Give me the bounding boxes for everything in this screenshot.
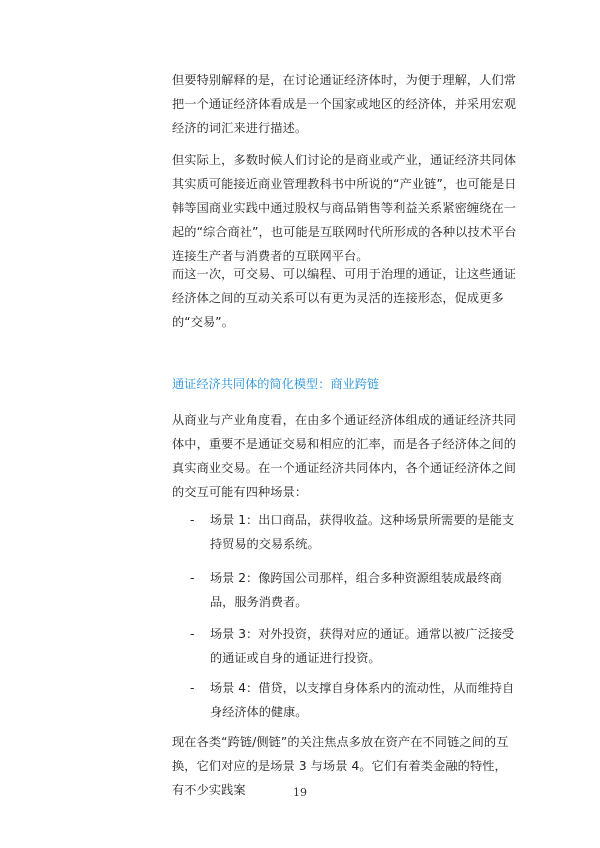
- page-number: 19: [293, 786, 307, 799]
- scenario-list-item: [190, 676, 520, 724]
- scenario-list-item: [190, 566, 520, 614]
- paragraph-macro-description: 但要特别解释的是，在讨论通证经济体时，为便于理解，人们常把一个通证经济体看成是一个国家或地区的经济体，并采用宏观经济的词汇来进行描述。: [172, 73, 517, 135]
- scenario-list-item: [190, 622, 520, 670]
- bullet-dash: -: [190, 513, 195, 527]
- paragraph-flexible-connection: 而这一次，可交易、可以编程、可用于治理的通证，让这些通证经济体之间的互动关系可以有更为灵活的连接形态，促成更多的“交易”。: [172, 267, 517, 329]
- scenario-text: 场景 2：像跨国公司那样，组合多种资源组装成最终商品，服务消费者。: [210, 571, 502, 609]
- paragraph-four-scenarios-intro: 从商业与产业角度看，在由多个通证经济体组成的通证经济共同体中，重要不是通证交易和相应的汇率，而是各子经济体之间的真实商业交易。在一个通证经济共同体内，各个通证经济体之间的交互可能有四种场景：: [172, 413, 517, 499]
- scenario-text: 场景 4：借贷，以支撑自身体系内的流动性，从而维持自身经济体的健康。: [210, 681, 515, 719]
- scenario-list-item: [190, 508, 520, 556]
- section-heading: 通证经济共同体的简化模型：商业跨链: [172, 377, 380, 391]
- bullet-dash: -: [190, 627, 195, 641]
- bullet-dash: -: [190, 681, 195, 695]
- scenario-text: 场景 3：对外投资，获得对应的通证。通常以被广泛接受的通证或自身的通证进行投资。: [210, 627, 515, 665]
- bullet-dash: -: [190, 571, 195, 585]
- paragraph-cross-chain-focus: 现在各类“跨链/侧链”的关注焦点多放在资产在不同链之间的互换，它们对应的是场景 3 与场景 4。它们有着类金融的特性，有不少实践案: [172, 735, 509, 797]
- scenario-text: 场景 1：出口商品，获得收益。这种场景所需要的是能支持贸易的交易系统。: [210, 513, 515, 551]
- paragraph-business-reality: 但实际上，多数时候人们讨论的是商业或产业，通证经济共同体其实质可能接近商业管理教科书中所说的“产业链”，也可能是日韩等国商业实践中通过股权与商品销售等利益关系紧密缠绕在一起的“综合商社”，也可能是互联网时代所形成的各种以技术平台连接生产者与消费者的互联网平台。: [172, 153, 517, 263]
